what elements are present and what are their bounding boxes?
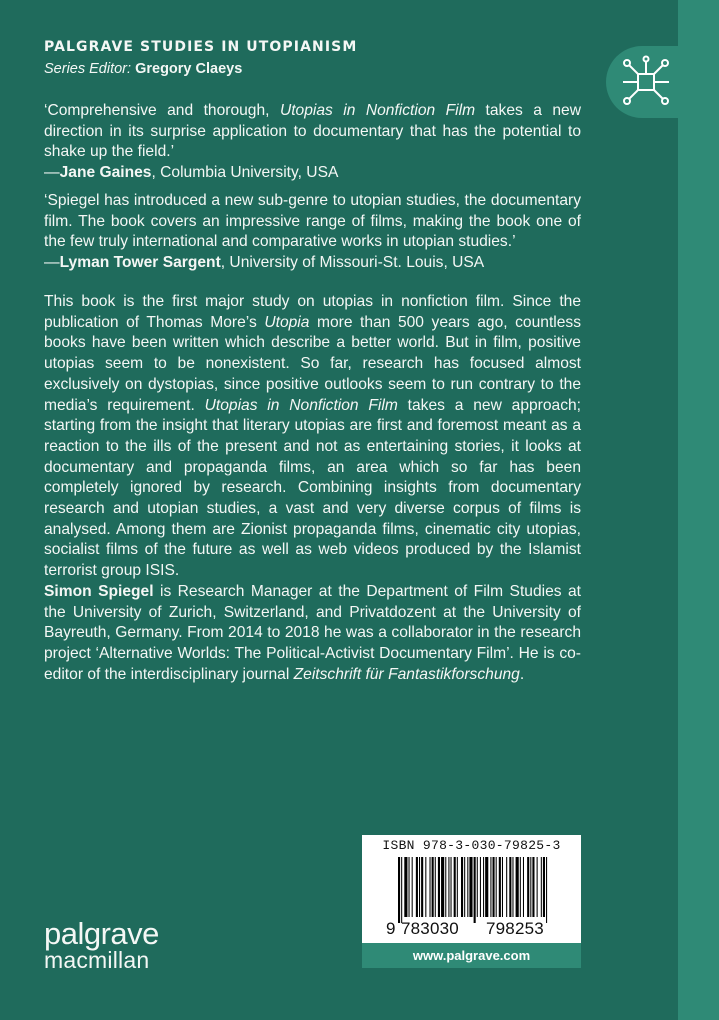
barcode-bar <box>448 857 449 917</box>
description-paragraph <box>44 292 581 582</box>
barcode-bar <box>451 857 452 917</box>
barcode-bar <box>419 857 420 917</box>
quote-1-text-start: ‘Comprehensive and thorough, <box>44 102 280 119</box>
bio-end: . <box>519 665 525 683</box>
quote-1-attribution <box>44 163 581 184</box>
barcode-bar <box>543 857 545 917</box>
isbn-digit-group-1: 783030 <box>401 919 459 938</box>
bio-author-name: Simon Spiegel <box>44 583 154 600</box>
barcode-bar <box>469 857 472 917</box>
series-block <box>44 38 604 79</box>
barcode-bar <box>432 857 434 917</box>
barcode-bar <box>530 857 531 917</box>
series-editor <box>44 59 604 79</box>
barcode-bar <box>516 857 519 917</box>
barcode-bar <box>416 857 418 917</box>
book-description <box>44 292 581 582</box>
series-editor-label: Series Editor: <box>44 61 132 77</box>
barcode-bar <box>493 857 495 917</box>
author-bio <box>44 582 581 686</box>
bio-journal: Zeitschrift für Fantastikforschung <box>293 665 520 683</box>
barcode-bar <box>401 857 402 923</box>
barcode-bar <box>537 857 538 917</box>
barcode-bar <box>541 857 542 917</box>
quote-2-author: Lyman Tower Sargent <box>59 254 221 272</box>
series-logo-badge <box>606 46 684 118</box>
quote-1-book-title: Utopias in Nonfiction Film <box>279 102 476 119</box>
barcode-bar <box>457 857 458 917</box>
quote-1-dash: — <box>44 164 60 182</box>
quote-2-affiliation: , University of Missouri-St. Louis, USA <box>220 254 485 272</box>
barcode-bar <box>438 857 440 917</box>
publisher-logo <box>44 918 159 972</box>
quote-2-text: ‘Spiegel has introduced a new sub-genre to utopian studies, the documentary film. The book covers an impressive range of films, making the book one of the few truly international and comparative works in utopian studies.’ <box>44 192 581 251</box>
quote-2-dash: — <box>44 254 60 272</box>
barcode-bar <box>474 857 476 923</box>
quote-2-attribution <box>44 253 581 274</box>
website-link[interactable]: www.palgrave.com <box>362 943 581 968</box>
review-quote-2 <box>44 191 581 274</box>
barcode <box>398 857 548 923</box>
barcode-bar <box>532 857 534 917</box>
barcode-bar <box>435 857 436 917</box>
description-part-2: more than 500 years ago, countless books have been written which describe a better world. But in film, positive utopias seem to be nonexistent. So far, research has focused almost exclusively on dystopias, since positive outlooks seem to run contrary to the media’s requirement. <box>44 313 582 414</box>
isbn-digit-group-2: 798253 <box>486 919 544 938</box>
barcode-bar <box>485 857 488 917</box>
barcode-bar <box>467 857 468 917</box>
barcode-bar <box>480 857 481 917</box>
spine-strip <box>678 0 719 1020</box>
barcode-bar <box>441 857 444 917</box>
series-title: PALGRAVE STUDIES IN UTOPIANISM <box>44 39 358 55</box>
barcode-bar <box>421 857 423 917</box>
barcode-bar <box>506 857 507 917</box>
publisher-logo-line-2: macmillan <box>44 947 150 973</box>
barcode-bar <box>490 857 491 917</box>
barcode-bar <box>546 857 547 923</box>
barcode-bar <box>496 857 497 917</box>
barcode-bar <box>409 857 410 917</box>
barcode-bar <box>502 857 503 917</box>
bio-paragraph <box>44 582 581 686</box>
barcode-bar <box>512 857 513 917</box>
quote-1-affiliation: , Columbia University, USA <box>151 164 339 182</box>
barcode-bar <box>398 857 400 923</box>
barcode-bar <box>430 857 431 917</box>
barcode-bar <box>404 857 407 917</box>
bio-text: is Research Manager at the Department of Film Studies at the University of Zurich, Switzerland, and Privatdozent at the University of Bayreuth, Germany. From 2014 to 2018 he was a collaborator in the research project ‘Alternative Worlds: The Political-Activist Documentary Film’. He is co-editor of the interdisciplinary journal <box>44 583 581 683</box>
isbn-label: ISBN 978-3-030-79825-3 <box>382 838 561 853</box>
isbn-barcode-box <box>362 835 581 943</box>
barcode-bar <box>464 857 465 917</box>
barcode-bar <box>454 857 456 917</box>
quote-1-text-end: takes a new direction in its surprise application to documentary that has the potential to shake up the field.’ <box>44 102 581 161</box>
palgrave-network-icon <box>619 55 673 109</box>
barcode-bar <box>523 857 524 917</box>
description-italic-utopia: Utopia <box>264 313 310 331</box>
quote-1-author: Jane Gaines <box>59 164 152 182</box>
barcode-bar <box>477 857 478 917</box>
barcode-bar <box>527 857 529 917</box>
series-editor-name: Gregory Claeys <box>135 61 243 77</box>
barcode-bar <box>412 857 413 917</box>
barcode-bar <box>461 857 463 917</box>
isbn-lead-digit: 9 <box>386 919 396 938</box>
barcode-bar <box>520 857 521 917</box>
publisher-logo-line-1: palgrave <box>44 916 159 951</box>
barcode-bar <box>509 857 511 917</box>
review-quote-1 <box>44 101 581 184</box>
barcode-bar <box>445 857 446 917</box>
barcode-bar <box>425 857 426 917</box>
description-italic-title: Utopias in Nonfiction Film <box>204 396 398 414</box>
description-part-3: takes a new approach; starting from the insight that literary utopias are first and foremost meant as a reaction to the ills of the present and not as entertaining stories, it looks at documentary and propaganda films, an area which so far has been completely ignored by research. Combining insights from documentary research and utopian studies, a vast and very diverse corpus of films is analysed. Among them are Zionist propaganda films, cinematic city utopias, socialist films of the future as well as web videos produced by the Islamist terrorist group ISIS. <box>44 396 582 580</box>
barcode-bar <box>499 857 501 917</box>
quote-1-text <box>44 101 581 163</box>
description-part-1: This book is the first major study on utopias in nonfiction film. Since the publication of Thomas More’s <box>44 293 581 331</box>
barcode-bar <box>483 857 484 917</box>
